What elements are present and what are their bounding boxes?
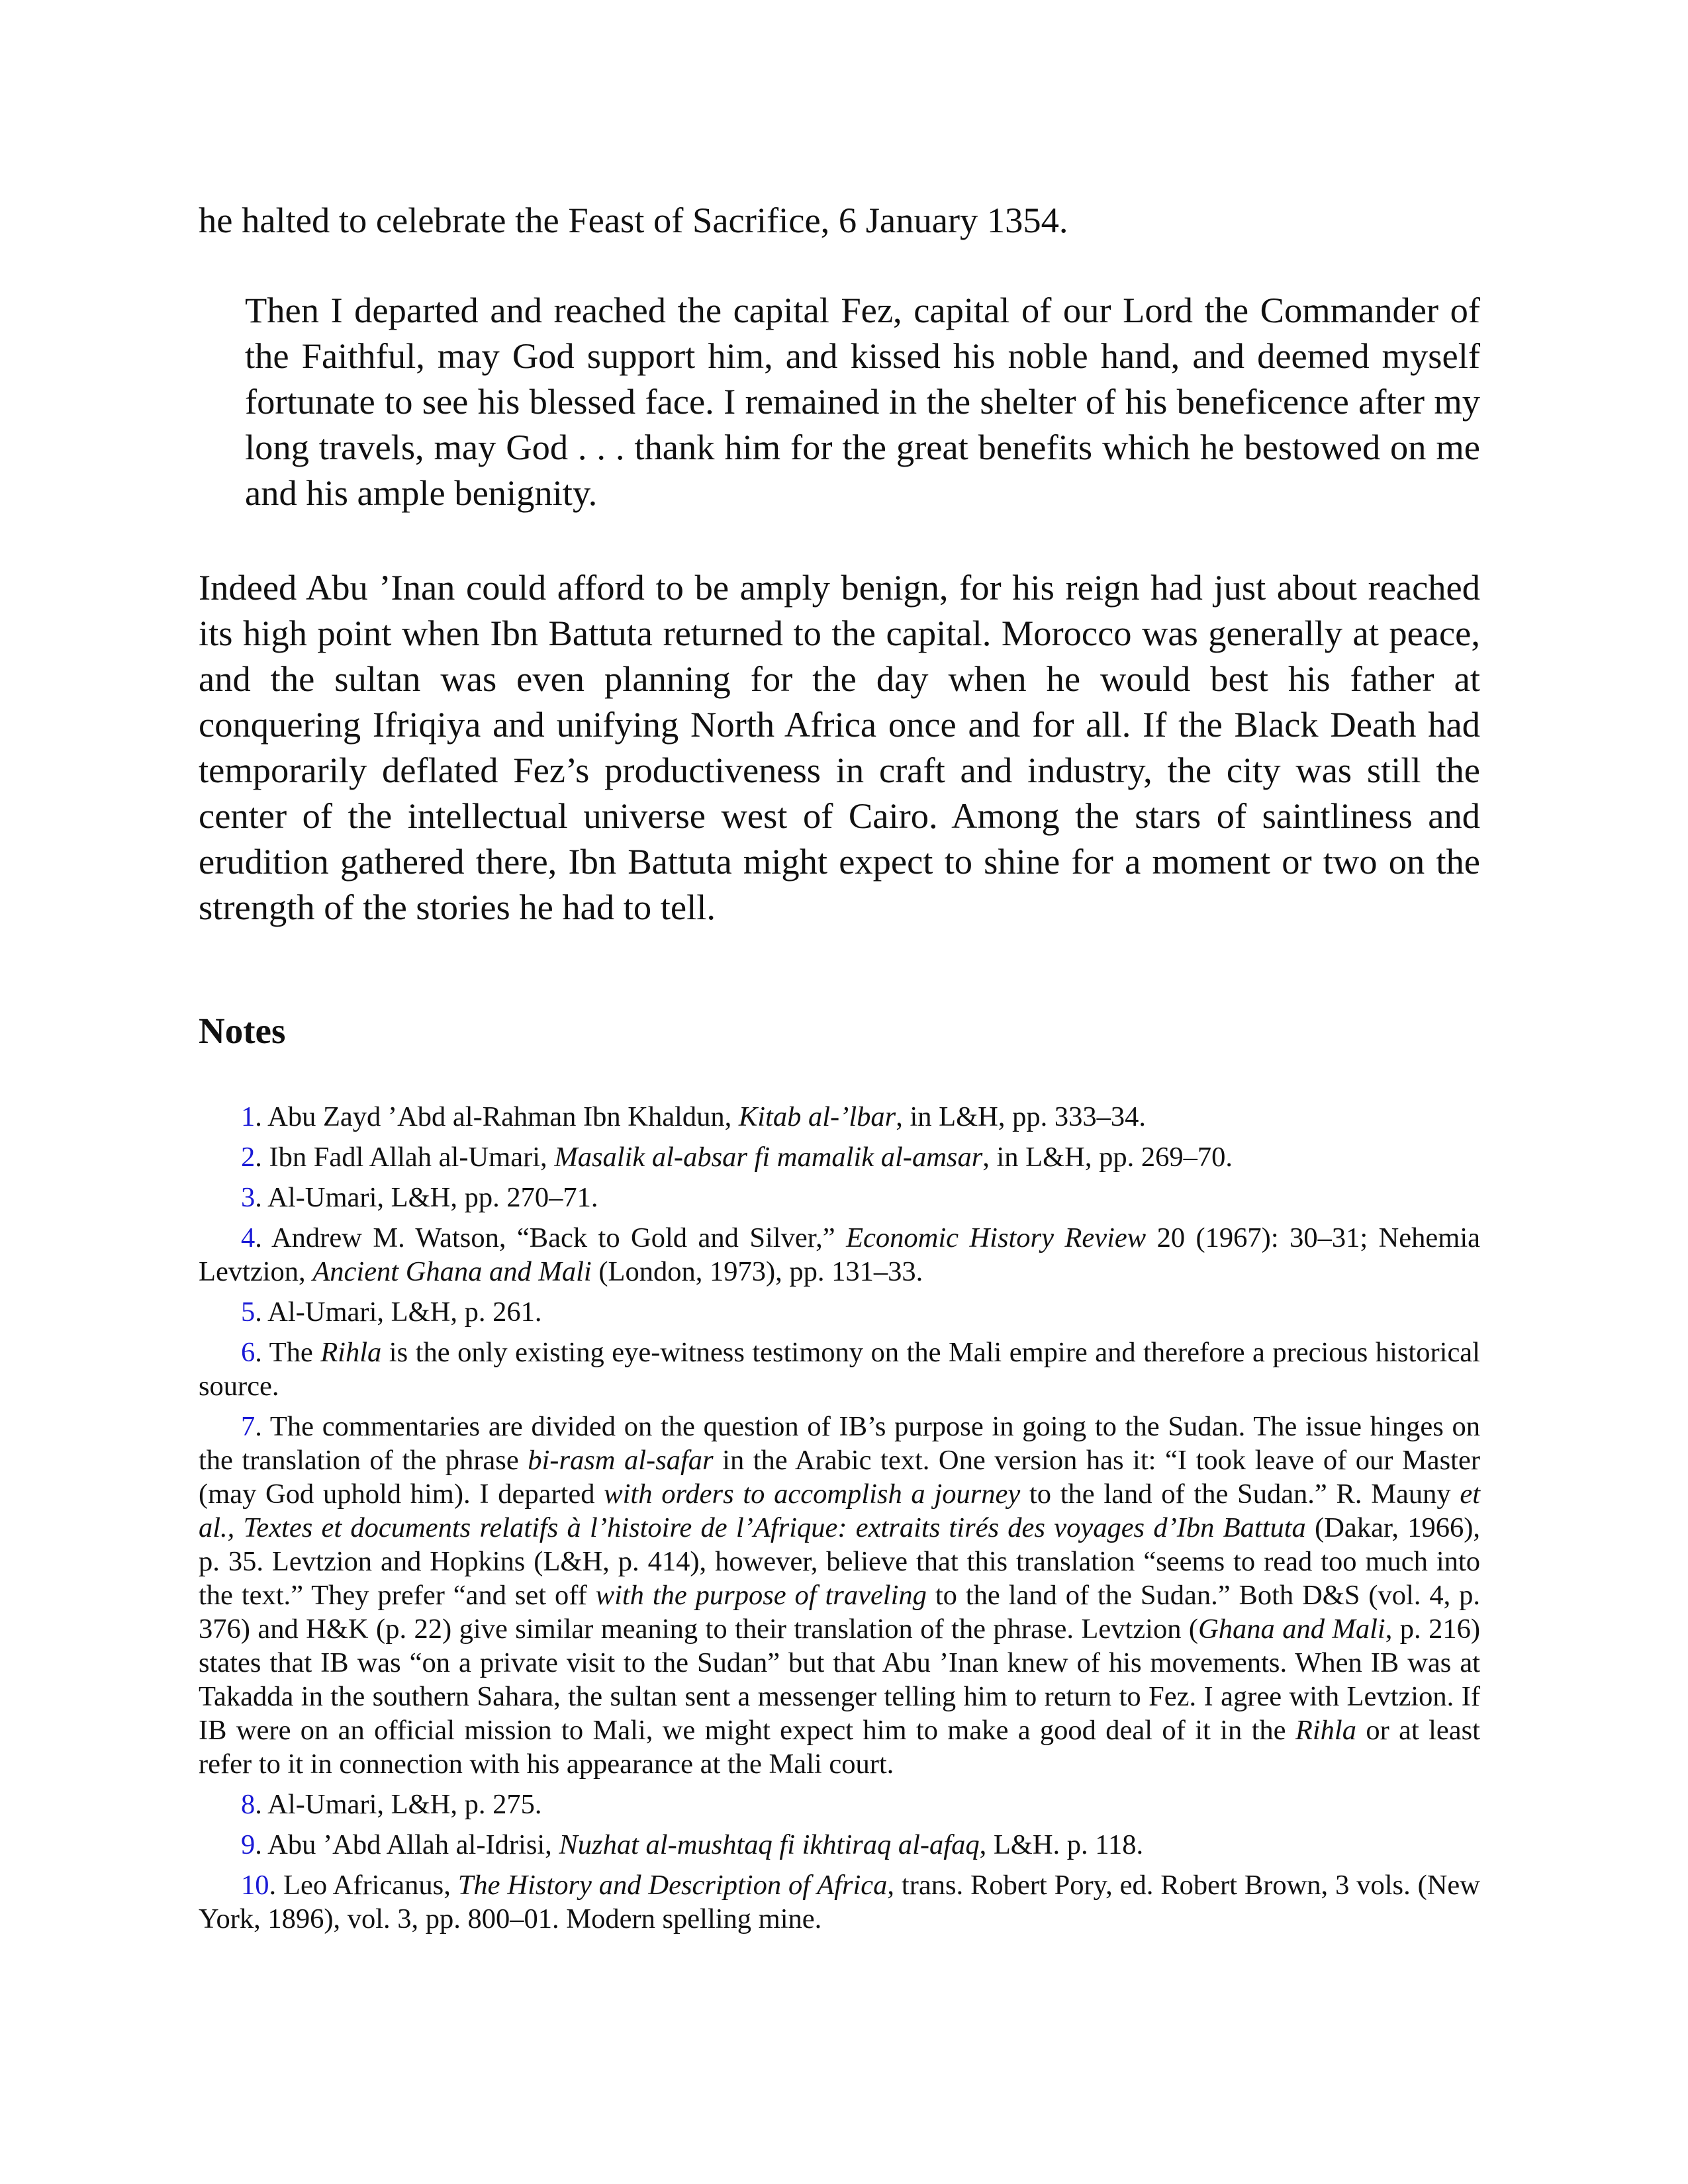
note-item (199, 1181, 1480, 1214)
note-italic-text: Economic History Review (846, 1222, 1147, 1253)
note-item (199, 1828, 1480, 1862)
note-item (199, 1788, 1480, 1821)
notes-list (199, 1100, 1480, 1942)
note-number-link[interactable]: 10 (241, 1870, 269, 1901)
note-item (199, 1295, 1480, 1329)
note-italic-text: et al., Textes et documents relatifs à l’histoire de l’Afrique: extraits tirés des voyages d’Ibn Battuta (199, 1479, 1481, 1543)
notes-heading: Notes (199, 1011, 286, 1051)
body-paragraph-1: he halted to celebrate the Feast of Sacrifice, 6 January 1354. (199, 200, 1068, 240)
note-text: , in L&H, pp. 333–34. (896, 1101, 1146, 1132)
note-text: . Andrew M. Watson, “Back to Gold and Silver,” (255, 1222, 847, 1253)
note-text: . The (255, 1337, 321, 1368)
note-number-link[interactable]: 7 (241, 1411, 256, 1442)
note-italic-text: Ancient Ghana and Mali (312, 1256, 592, 1287)
note-text: . Abu ’Abd Allah al-Idrisi, (255, 1829, 559, 1860)
note-text: . Ibn Fadl Allah al-Umari, (255, 1142, 555, 1173)
note-text: 20 (1967): 30–31; Nehemia Levtzion, (199, 1222, 1480, 1287)
note-item (199, 1410, 1480, 1781)
body-paragraph-2: Indeed Abu ’Inan could afford to be amply benign, for his reign had just about reached its high point when Ibn Battuta returned to the capital. Morocco was generally at peace, and the sultan was even planning for the day when he would best his father at conquering Ifriqiya and unifying North Africa once and for all. If the Black Death had temporarily deflated Fez’s productiveness in craft and industry, the city was still the center of the intellectual universe west of Cairo. Among the stars of saintliness and erudition gathered there, Ibn Battuta might expect to shine for a moment or two on the strength of the stories he had to tell. (199, 567, 1480, 927)
note-text: to the land of the Sudan.” R. Mauny (1020, 1479, 1460, 1510)
note-italic-text: Rihla (1295, 1715, 1356, 1746)
note-number-link[interactable]: 1 (241, 1101, 256, 1132)
note-number-link[interactable]: 4 (241, 1222, 256, 1253)
note-italic-text: The History and Description of Africa (457, 1870, 888, 1901)
note-item (199, 1868, 1480, 1936)
note-number-link[interactable]: 3 (241, 1182, 256, 1213)
note-number-link[interactable]: 6 (241, 1337, 256, 1368)
note-italic-text: with orders to accomplish a journey (604, 1479, 1021, 1510)
note-text: . Al-Umari, L&H, pp. 270–71. (255, 1182, 598, 1213)
note-italic-text: Ghana and Mali (1198, 1614, 1385, 1645)
note-text: or at least refer to it in connection with his appearance at the Mali court. (199, 1715, 1480, 1780)
note-text: . Abu Zayd ’Abd al-Rahman Ibn Khaldun, (255, 1101, 739, 1132)
note-text: , trans. Robert Pory, ed. Robert Brown, 3 vols. (New York, 1896), vol. 3, pp. 800–01. Modern spelling mine. (199, 1870, 1480, 1934)
note-text: , L&H. p. 118. (979, 1829, 1144, 1860)
note-text: (Dakar, 1966), p. 35. Levtzion and Hopkins (L&H, p. 414), however, believe that this translation “seems to read too much into the text.” They prefer “and set off (199, 1512, 1480, 1611)
note-item (199, 1336, 1480, 1403)
note-text: . Leo Africanus, (269, 1870, 458, 1901)
note-number-link[interactable]: 5 (241, 1297, 256, 1328)
note-text: . Al-Umari, L&H, p. 275. (255, 1789, 542, 1820)
note-italic-text: with the purpose of traveling (595, 1580, 927, 1611)
note-italic-text: Kitab al-’lbar (738, 1101, 896, 1132)
note-number-link[interactable]: 2 (241, 1142, 256, 1173)
note-italic-text: Masalik al-absar fi mamalik al-amsar (554, 1142, 983, 1173)
note-text: in the Arabic text. One version has it: “I took leave of our Master (may God uphold him). I departed (199, 1445, 1480, 1510)
note-text: , p. 216) states that IB was “on a private visit to the Sudan” but that Abu ’Inan knew of his movements. When IB was at Takadda in the southern Sahara, the sultan sent a messenger telling him to return to Fez. I agree with Levtzion. If IB were on an official mission to Mali, we might expect him to make a good deal of it in the (199, 1614, 1481, 1746)
note-item (199, 1221, 1480, 1289)
block-quote: Then I departed and reached the capital Fez, capital of our Lord the Commander of the Faithful, may God support him, and kissed his noble hand, and deemed myself fortunate to see his blessed face. I remained in the shelter of his beneficence after my long travels, may God . . . thank him for the great benefits which he bestowed on me and his ample benignity. (245, 290, 1480, 513)
note-italic-text: bi-rasm al-safar (528, 1445, 714, 1476)
note-text: . The commentaries are divided on the question of IB’s purpose in going to the Sudan. The issue hinges on the translation of the phrase (199, 1411, 1480, 1476)
note-text: is the only existing eye-witness testimony on the Mali empire and therefore a precious historical source. (199, 1337, 1480, 1402)
note-item (199, 1140, 1480, 1174)
note-italic-text: Rihla (320, 1337, 382, 1368)
note-text: to the land of the Sudan.” Both D&S (vol. 4, p. 376) and H&K (p. 22) give similar meaning to their translation of the phrase. Levtzion ( (199, 1580, 1481, 1645)
note-number-link[interactable]: 9 (241, 1829, 256, 1860)
note-text: . Al-Umari, L&H, p. 261. (255, 1297, 542, 1328)
note-text: , in L&H, pp. 269–70. (982, 1142, 1233, 1173)
note-text: (London, 1973), pp. 131–33. (591, 1256, 923, 1287)
note-italic-text: Nuzhat al-mushtaq fi ikhtiraq al-afaq (559, 1829, 980, 1860)
note-number-link[interactable]: 8 (241, 1789, 256, 1820)
note-item (199, 1100, 1480, 1134)
